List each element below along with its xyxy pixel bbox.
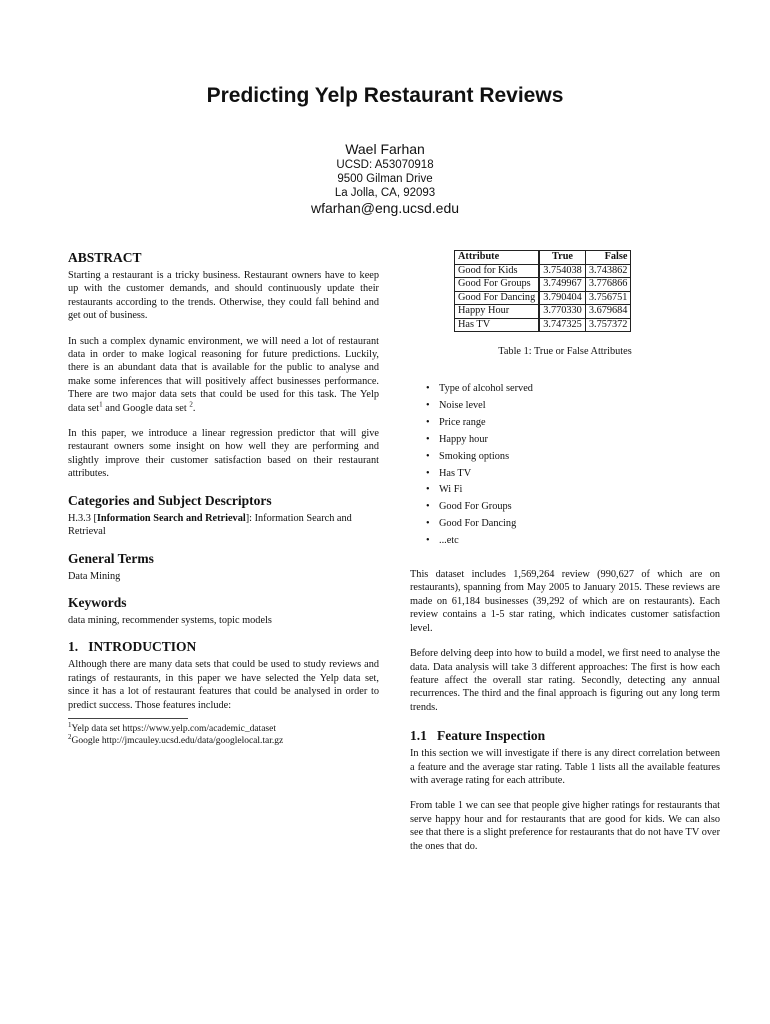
table-cell-true: 3.754038 bbox=[539, 264, 585, 278]
paper-title: Predicting Yelp Restaurant Reviews bbox=[206, 84, 564, 107]
list-item: • ...etc bbox=[426, 535, 459, 547]
footnote-1: $^1$Yelp data set https://www.yelp.com/academic_dataset bbox=[68, 720, 276, 734]
introduction-heading: 1. INTRODUCTION bbox=[68, 639, 197, 655]
table-row bbox=[455, 318, 631, 332]
table-cell-false: 3.776866 bbox=[585, 278, 631, 292]
list-item: • Happy hour bbox=[426, 433, 488, 445]
list-item: • Good For Groups bbox=[426, 501, 512, 513]
table-cell-true: 3.770330 bbox=[539, 305, 585, 319]
table-cell-true: 3.749967 bbox=[539, 278, 585, 292]
author-id: UCSD: A53070918 bbox=[336, 159, 434, 171]
categories-heading: Categories and Subject Descriptors bbox=[68, 492, 272, 508]
dataset-paragraph: This dataset includes 1,569,264 review (990,627 of which are on restaurants), spanning from May 2005 to January 2015. These reviews are made on 61,184 businesses (39,292 of which are on restaurants). Each review contains a 1-5 star rating, which indicates customer satisfaction level. bbox=[410, 569, 720, 634]
list-item: • Good For Dancing bbox=[426, 518, 517, 530]
table-header-attribute: Attribute bbox=[455, 251, 540, 265]
footnote-ref-2: 2 bbox=[189, 400, 193, 409]
footnote-ref-1: 1 bbox=[99, 400, 103, 409]
table-cell-false: 3.757372 bbox=[585, 318, 631, 332]
table-row bbox=[455, 291, 631, 305]
analysis-paragraph: Before delving deep into how to build a model, we first need to analyse the data. Data analysis will take 3 different approaches: The first is how each feature affect the overall star rating. Secondly, detecting any annual recurrences. The third and the final approach is figuring out any long term trends. bbox=[410, 648, 720, 713]
table-cell-attribute: Good For Dancing bbox=[455, 291, 540, 305]
table-row bbox=[455, 278, 631, 292]
introduction-text: Although there are many data sets that could be used to study reviews and ratings of restaurants, in this paper we have selected the Yelp data set, since it has a lot of restaurant features that could be analysed in order to predict success. Those features include: bbox=[68, 659, 379, 711]
list-item: • Type of alcohol served bbox=[426, 383, 533, 394]
keywords-heading: Keywords bbox=[68, 594, 127, 610]
author-city: La Jolla, CA, 92093 bbox=[334, 187, 436, 199]
abstract-paragraph-2: In such a complex dynamic environment, we will need a lot of restaurant data in order to make logical reasoning for future predictions. Luckily, there is an abundant data that is available for the public to analyse and make some inferences that will positively affect businesses performance. There are two major data sets that could be used for this task. The Yelp data set$^1$ and Google data set $^2$. bbox=[68, 335, 379, 414]
table-header-row bbox=[455, 251, 631, 265]
list-item: • Smoking options bbox=[426, 450, 510, 462]
table-cell-false: 3.756751 bbox=[585, 291, 631, 305]
table-cell-attribute: Happy Hour bbox=[455, 305, 540, 319]
table-caption: Table 1: True or False Attributes bbox=[498, 346, 632, 357]
feature-inspection-heading: 1.1 Feature Inspection bbox=[410, 728, 546, 744]
right-column bbox=[410, 248, 720, 853]
table-cell-attribute: Good For Groups bbox=[455, 278, 540, 292]
footnote-rule bbox=[68, 718, 188, 719]
table-cell-true: 3.790404 bbox=[539, 291, 585, 305]
abstract-paragraph-1: Starting a restaurant is a tricky business. Restaurant owners have to keep up with the customer demands, and should continuously update their restaurants according to the trends. Otherwise, they could fall behind and get out of business. bbox=[68, 270, 379, 322]
author-name: Wael Farhan bbox=[345, 141, 425, 157]
table-row bbox=[455, 264, 631, 278]
author-street: 9500 Gilman Drive bbox=[337, 173, 433, 185]
abstract-paragraph-3: In this paper, we introduce a linear regression predictor that will give restaurant owners some insight on how well they are performing and slightly improve their customer satisfaction based on their restaurant attributes. bbox=[68, 428, 379, 480]
footnote-2: $^2$Google http://jmcauley.ucsd.edu/data/googlelocal.tar.gz bbox=[68, 732, 284, 746]
feature-inspection-paragraph-2: From table 1 we can see that people give higher ratings for restaurants that serve happy hour and for restaurants that are good for kids. We can also see that there is a slight preference for restaurants that do not have TV over the ones that do. bbox=[410, 800, 720, 852]
keywords-text: data mining, recommender systems, topic models bbox=[68, 614, 272, 626]
table-cell-false: 3.743862 bbox=[585, 264, 631, 278]
list-item: • Has TV bbox=[426, 467, 472, 479]
table-cell-attribute: Has TV bbox=[455, 318, 540, 332]
table-cell-true: 3.747325 bbox=[539, 318, 585, 332]
list-item: • Wi Fi bbox=[426, 484, 463, 496]
table-cell-attribute: Good for Kids bbox=[455, 264, 540, 278]
categories-text: H.3.3 [Information Search and Retrieval]: Information Search and Retrieval bbox=[68, 512, 352, 538]
table-header-false: False bbox=[585, 251, 631, 265]
feature-list bbox=[410, 381, 720, 550]
attributes-table bbox=[454, 250, 631, 332]
author-email: wfarhan@eng.ucsd.edu bbox=[310, 200, 460, 216]
feature-inspection-paragraph-1: In this section we will investigate if there is any direct correlation between a feature and the average star rating. Table 1 lists all the available features with average rating for each attribute. bbox=[410, 748, 720, 786]
table-header-true: True bbox=[539, 251, 585, 265]
list-item: • Price range bbox=[426, 416, 486, 428]
abstract-heading: ABSTRACT bbox=[68, 250, 142, 265]
general-terms-heading: General Terms bbox=[68, 550, 154, 566]
table-cell-false: 3.679684 bbox=[585, 305, 631, 319]
list-item: • Noise level bbox=[426, 399, 486, 411]
author-block bbox=[0, 140, 770, 217]
left-column bbox=[68, 248, 379, 747]
general-terms-text: Data Mining bbox=[68, 570, 121, 582]
table-row bbox=[455, 305, 631, 319]
